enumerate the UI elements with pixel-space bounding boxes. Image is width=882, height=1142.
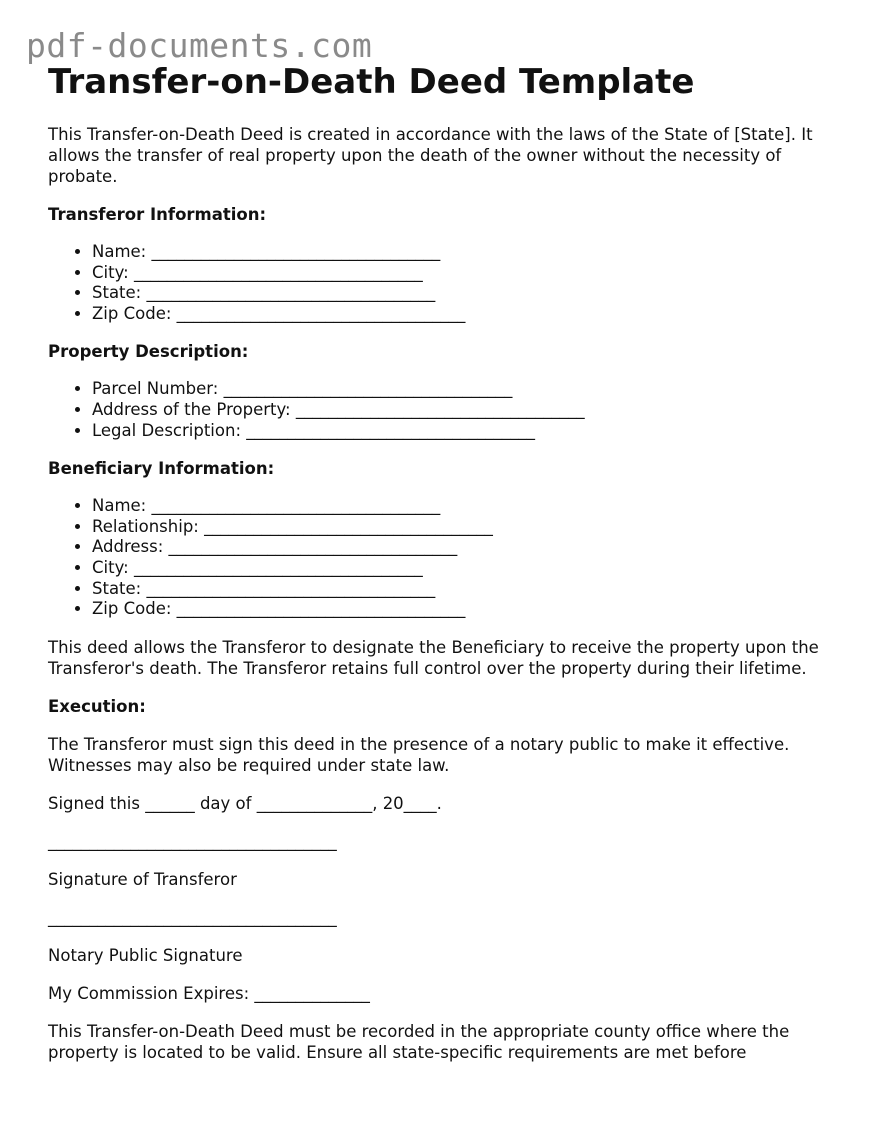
document-title: Transfer-on-Death Deed Template: [48, 62, 695, 102]
deed-paragraph: This deed allows the Transferor to designate the Beneficiary to receive the property upon the Transferor's death. The Transferor retains full control over the property during their lifetime.: [48, 637, 819, 678]
property-list: [48, 379, 848, 441]
list-item: • Address of the Property: ___________________________________: [92, 400, 848, 421]
execution-paragraph: The Transferor must sign this deed in the presence of a notary public to make it effective. Witnesses may also be required under state law.: [48, 734, 790, 775]
beneficiary-heading: Beneficiary Information:: [48, 459, 275, 479]
transferor-signature-label: Signature of Transferor: [48, 869, 237, 889]
execution-heading: Execution:: [48, 696, 146, 716]
transferor-list: [48, 242, 848, 324]
notary-signature-label: Notary Public Signature: [48, 945, 243, 965]
list-item: • Relationship: ___________________________________: [92, 517, 848, 538]
list-item: • Legal Description: ___________________________________: [92, 421, 848, 442]
document-page: [48, 58, 848, 1080]
watermark-logo: pdf-documents.com: [26, 26, 373, 65]
transferor-signature-line: ___________________________________: [48, 831, 337, 851]
closing-paragraph: This Transfer-on-Death Deed must be recorded in the appropriate county office where the property is located to be valid. Ensure all state-specific requirements are met before: [48, 1021, 790, 1062]
list-item: • Name: ___________________________________: [92, 242, 848, 263]
list-item: • Address: ___________________________________: [92, 537, 848, 558]
list-item: • Name: ___________________________________: [92, 496, 848, 517]
intro-paragraph: This Transfer-on-Death Deed is created in accordance with the laws of the State of [State]. It allows the transfer of real property upon the death of the owner without the necessity of probate.: [48, 125, 813, 186]
transferor-heading: Transferor Information:: [48, 205, 267, 224]
list-item: • Zip Code: ___________________________________: [92, 599, 848, 620]
list-item: • City: ___________________________________: [92, 558, 848, 579]
beneficiary-list: [48, 496, 848, 620]
list-item: • Zip Code: ___________________________________: [92, 304, 848, 325]
list-item: • State: ___________________________________: [92, 283, 848, 304]
list-item: • Parcel Number: ___________________________________: [92, 379, 848, 400]
commission-expires-line: My Commission Expires: ______________: [48, 983, 370, 1003]
property-heading: Property Description:: [48, 342, 249, 362]
list-item: • State: ___________________________________: [92, 579, 848, 600]
list-item: • City: ___________________________________: [92, 263, 848, 284]
signed-date-line: Signed this ______ day of ______________, 20____.: [48, 793, 442, 813]
notary-signature-line: ___________________________________: [48, 907, 337, 927]
